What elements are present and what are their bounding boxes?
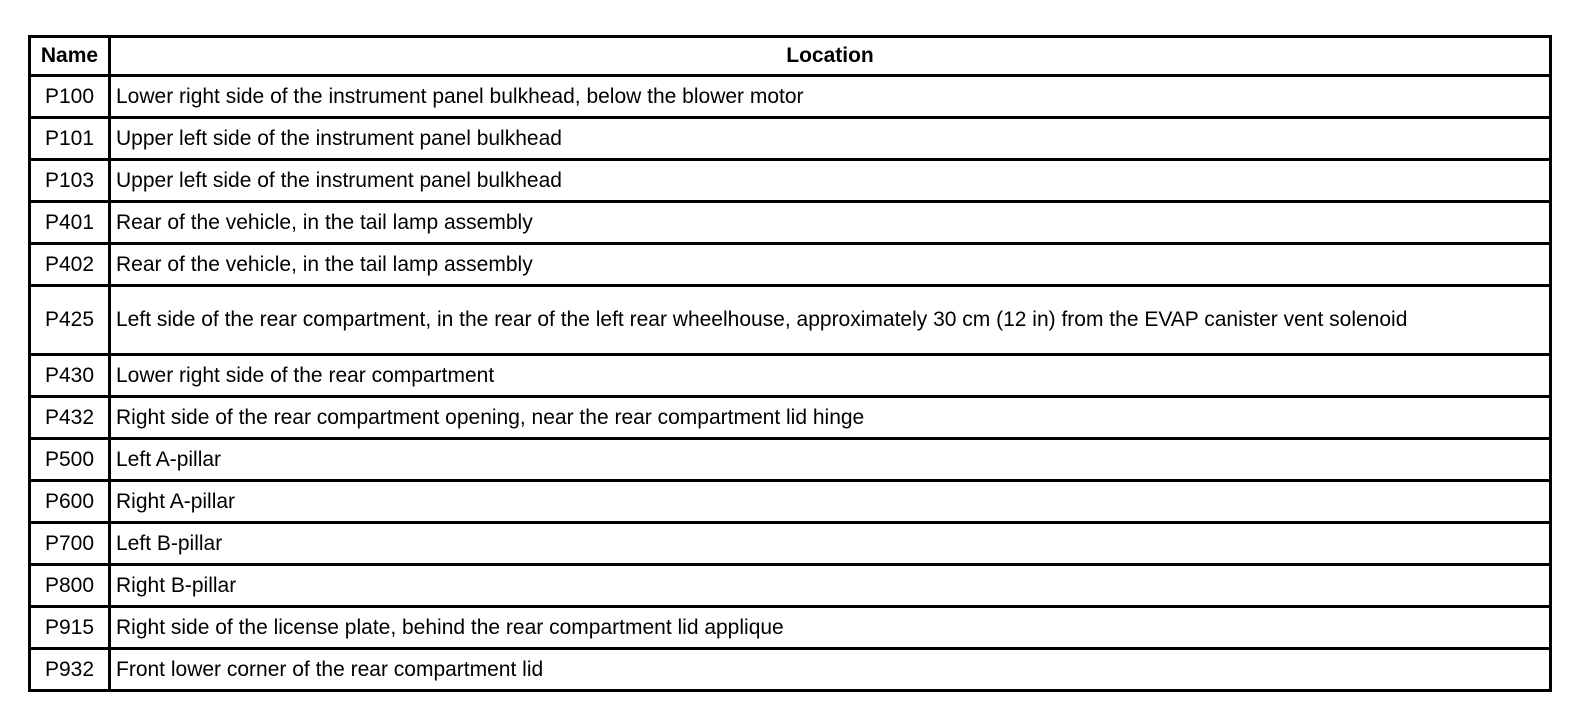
row-name-cell: P432 [30, 397, 110, 439]
table-row [30, 481, 1551, 523]
row-name-cell: P401 [30, 202, 110, 244]
table-row [30, 397, 1551, 439]
row-location-cell: Front lower corner of the rear compartment lid [110, 649, 1551, 691]
connector-location-table-container [28, 35, 1552, 692]
row-location-cell: Upper left side of the instrument panel bulkhead [110, 118, 1551, 160]
row-location-cell: Rear of the vehicle, in the tail lamp assembly [110, 244, 1551, 286]
table-row [30, 76, 1551, 118]
row-location-cell: Left side of the rear compartment, in the rear of the left rear wheelhouse, approximately 30 cm (12 in) from the EVAP canister vent solenoid [110, 286, 1551, 355]
row-location-cell: Lower right side of the instrument panel bulkhead, below the blower motor [110, 76, 1551, 118]
table-row [30, 439, 1551, 481]
row-name-cell: P915 [30, 607, 110, 649]
table-row [30, 565, 1551, 607]
table-row [30, 286, 1551, 355]
table-row [30, 160, 1551, 202]
table-header-row [30, 37, 1551, 76]
table-row [30, 118, 1551, 160]
row-location-cell: Left A-pillar [110, 439, 1551, 481]
row-name-cell: P800 [30, 565, 110, 607]
row-location-cell: Right side of the rear compartment opening, near the rear compartment lid hinge [110, 397, 1551, 439]
row-location-cell: Upper left side of the instrument panel bulkhead [110, 160, 1551, 202]
row-name-cell: P101 [30, 118, 110, 160]
row-location-cell: Rear of the vehicle, in the tail lamp assembly [110, 202, 1551, 244]
row-name-cell: P100 [30, 76, 110, 118]
row-location-cell: Right side of the license plate, behind the rear compartment lid applique [110, 607, 1551, 649]
table-row [30, 355, 1551, 397]
row-name-cell: P700 [30, 523, 110, 565]
row-name-cell: P425 [30, 286, 110, 355]
table-row [30, 244, 1551, 286]
table-row [30, 523, 1551, 565]
table-row [30, 202, 1551, 244]
row-name-cell: P402 [30, 244, 110, 286]
row-name-cell: P103 [30, 160, 110, 202]
header-name: Name [30, 37, 110, 76]
row-name-cell: P932 [30, 649, 110, 691]
row-location-cell: Left B-pillar [110, 523, 1551, 565]
row-location-cell: Right B-pillar [110, 565, 1551, 607]
row-name-cell: P430 [30, 355, 110, 397]
table-row [30, 649, 1551, 691]
connector-location-table [28, 35, 1552, 692]
row-name-cell: P500 [30, 439, 110, 481]
header-location: Location [110, 37, 1551, 76]
row-location-cell: Lower right side of the rear compartment [110, 355, 1551, 397]
row-location-cell: Right A-pillar [110, 481, 1551, 523]
row-name-cell: P600 [30, 481, 110, 523]
table-row [30, 607, 1551, 649]
